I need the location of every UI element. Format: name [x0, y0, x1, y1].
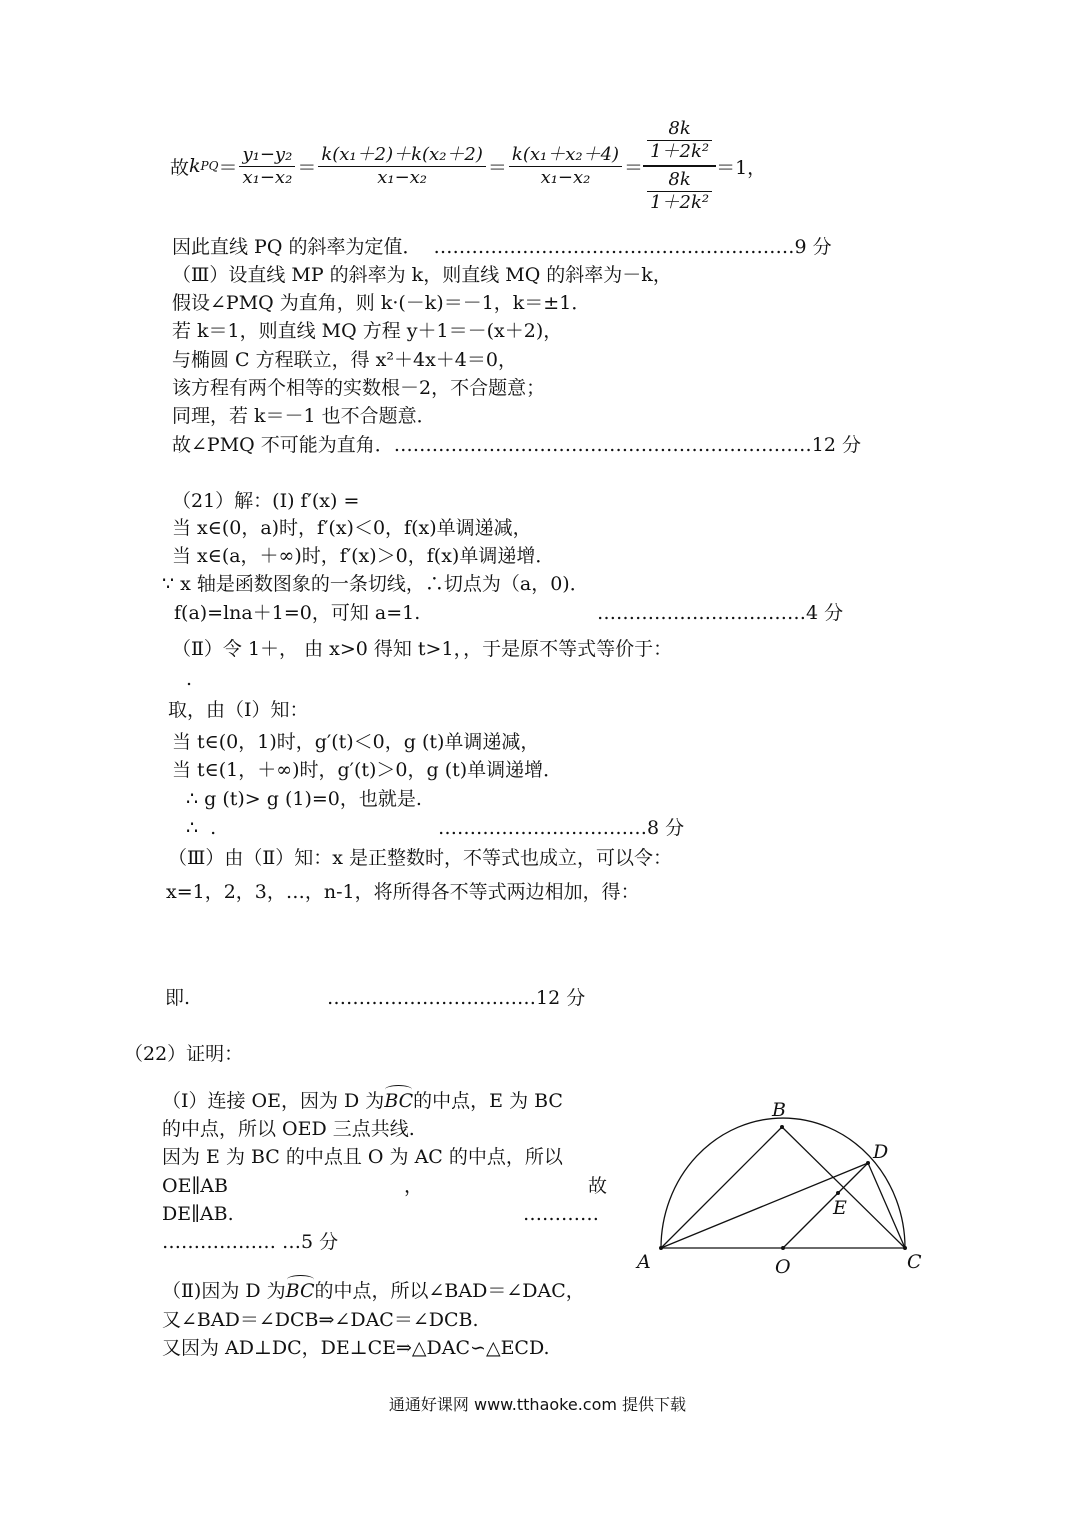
compound-fraction [643, 118, 716, 214]
text-line: x=1，2，3，…，n-1，将所得各不等式两边相加，得： [166, 881, 640, 903]
text-line: （21）解：(Ⅰ) f′(x) = [172, 490, 360, 512]
fraction-3-num: k(x₁＋x₂＋4) [509, 144, 622, 167]
point-d [866, 1161, 870, 1165]
text-part: 的中点，E 为 BC [413, 1090, 563, 1112]
score-line: ……………………………4 分 [597, 602, 844, 624]
text-line: 因此直线 PQ 的斜率为定值． …………………………………………………9 分 [172, 236, 832, 258]
text-line: ∴ g (t)> g (1)=0，也就是. [186, 788, 422, 810]
fraction-3-den: x₁−x₂ [540, 166, 591, 188]
fraction-2 [318, 144, 486, 189]
text-part: ， [404, 1175, 424, 1197]
score-line: ……………… …5 分 [162, 1231, 339, 1253]
inner-bottom-den: 1＋2k² [650, 192, 710, 213]
text-line: . [186, 668, 193, 690]
text-line: ∵ x 轴是函数图象的一条切线，∴切点为（a，0)． [162, 573, 589, 595]
text-line: 当 t∈(1，＋∞)时，g′(t)＞0，g (t)单调递增． [172, 759, 563, 781]
segment-ab [661, 1127, 782, 1248]
text-line: （Ⅲ）设直线 MP 的斜率为 k，则直线 MQ 的斜率为－k， [172, 264, 672, 286]
text-line: 的中点，所以 OED 三点共线. [162, 1118, 415, 1140]
fraction-3 [509, 144, 622, 189]
fraction-2-den: x₁−x₂ [377, 166, 428, 188]
label-c: C [907, 1251, 922, 1273]
text-line: ∴ . [186, 817, 217, 839]
inner-top-den: 1＋2k² [650, 141, 710, 162]
text-line: 故∠PMQ 不可能为直角．…………………………………………………………12 分 [172, 434, 861, 456]
text-line: 该方程有两个相等的实数根－2，不合题意； [172, 377, 546, 399]
text-line [162, 1279, 585, 1303]
text-line: 因为 E 为 BC 的中点且 O 为 AC 的中点，所以 [162, 1146, 563, 1168]
text-line: 又∠BAD＝∠DCB⇒∠DAC＝∠DCB. [162, 1309, 479, 1331]
point-o [781, 1246, 785, 1250]
compound-fraction-den [643, 167, 716, 214]
text-line: OE∥AB [162, 1175, 228, 1197]
section-heading: （22）证明： [124, 1043, 244, 1065]
inner-top-num: 8k [647, 118, 712, 141]
inner-fraction-bottom [647, 169, 712, 214]
text-line: 又因为 AD⊥DC，DE⊥CE⇒△DAC∽△ECD. [162, 1337, 550, 1359]
eq-k-sub: PQ [200, 159, 219, 173]
text-part: 的中点，所以∠BAD＝∠DAC， [314, 1280, 585, 1302]
slope-equation [170, 118, 766, 214]
arc-bc: BC [384, 1090, 414, 1112]
text-part: 故 [588, 1175, 608, 1197]
text-line: 即. [165, 987, 191, 1009]
eq-prefix: 故 [170, 156, 190, 179]
label-d: D [873, 1141, 889, 1163]
text-line: 假设∠PMQ 为直角，则 k·(－k)＝－1，k＝±1． [172, 292, 591, 314]
arc-bc: BC [285, 1280, 315, 1302]
label-o: O [775, 1256, 791, 1278]
text-part: ………… [523, 1203, 599, 1225]
fraction-1-den: x₁−x₂ [242, 166, 293, 188]
text-line: 取，由（I）知： [168, 699, 309, 721]
label-a: A [637, 1251, 651, 1273]
text-line: 当 x∈(a，＋∞)时，f′(x)＞0，f(x)单调递增． [172, 545, 555, 567]
label-e: E [833, 1197, 847, 1219]
semicircle-arc [661, 1118, 905, 1248]
compound-fraction-num [643, 118, 716, 167]
point-b [780, 1125, 784, 1129]
text-line: 同理，若 k＝－1 也不合题意． [172, 405, 436, 427]
fraction-2-num: k(x₁＋2)＋k(x₂＋2) [318, 144, 486, 167]
point-e [836, 1191, 840, 1195]
score-line: ……………………………12 分 [327, 987, 586, 1009]
eq-k: k [189, 155, 201, 177]
point-a [659, 1246, 663, 1250]
eq-sign: ＝ [297, 156, 317, 179]
text-line: 当 x∈(0，a)时，f′(x)＜0，f(x)单调递减， [172, 517, 532, 539]
text-line: 当 t∈(0，1)时，g′(t)＜0，g (t)单调递减， [172, 731, 540, 753]
point-c [903, 1246, 907, 1250]
footer-source: 通通好课网 www.tthaoke.com 提供下载 [388, 1395, 687, 1414]
score-line: ……………………………8 分 [438, 817, 685, 839]
text-line: （Ⅱ）令 1＋， 由 x>0 得知 t>1，，于是原不等式等价于： [172, 638, 673, 660]
text-line: （Ⅲ）由（Ⅱ）知：x 是正整数时，不等式也成立，可以令： [168, 847, 672, 869]
inner-bottom-num: 8k [647, 169, 712, 192]
segment-od [783, 1163, 868, 1248]
fraction-1 [239, 144, 295, 189]
segment-dc [868, 1163, 905, 1248]
fraction-1-num: y₁−y₂ [239, 144, 295, 167]
text-line: f(a)=lna＋1=0，可知 a=1. [174, 602, 421, 624]
eq-sign: ＝ [487, 156, 507, 179]
semicircle-figure [625, 1090, 945, 1290]
text-part: （Ⅰ）连接 OE，因为 D 为 [162, 1090, 385, 1112]
text-line: DE∥AB. [162, 1203, 234, 1225]
label-b: B [772, 1099, 786, 1121]
text-part: （Ⅱ)因为 D 为 [162, 1280, 286, 1302]
text-line: 若 k＝1，则直线 MQ 方程 y＋1＝－(x＋2)， [172, 320, 563, 342]
inner-fraction-top [647, 118, 712, 163]
eq-result: ＝1， [716, 156, 767, 179]
text-line [162, 1089, 563, 1113]
eq-sign: ＝ [218, 156, 238, 179]
text-line: 与椭圆 C 方程联立，得 x²＋4x＋4＝0， [172, 349, 517, 371]
eq-sign: ＝ [624, 156, 644, 179]
